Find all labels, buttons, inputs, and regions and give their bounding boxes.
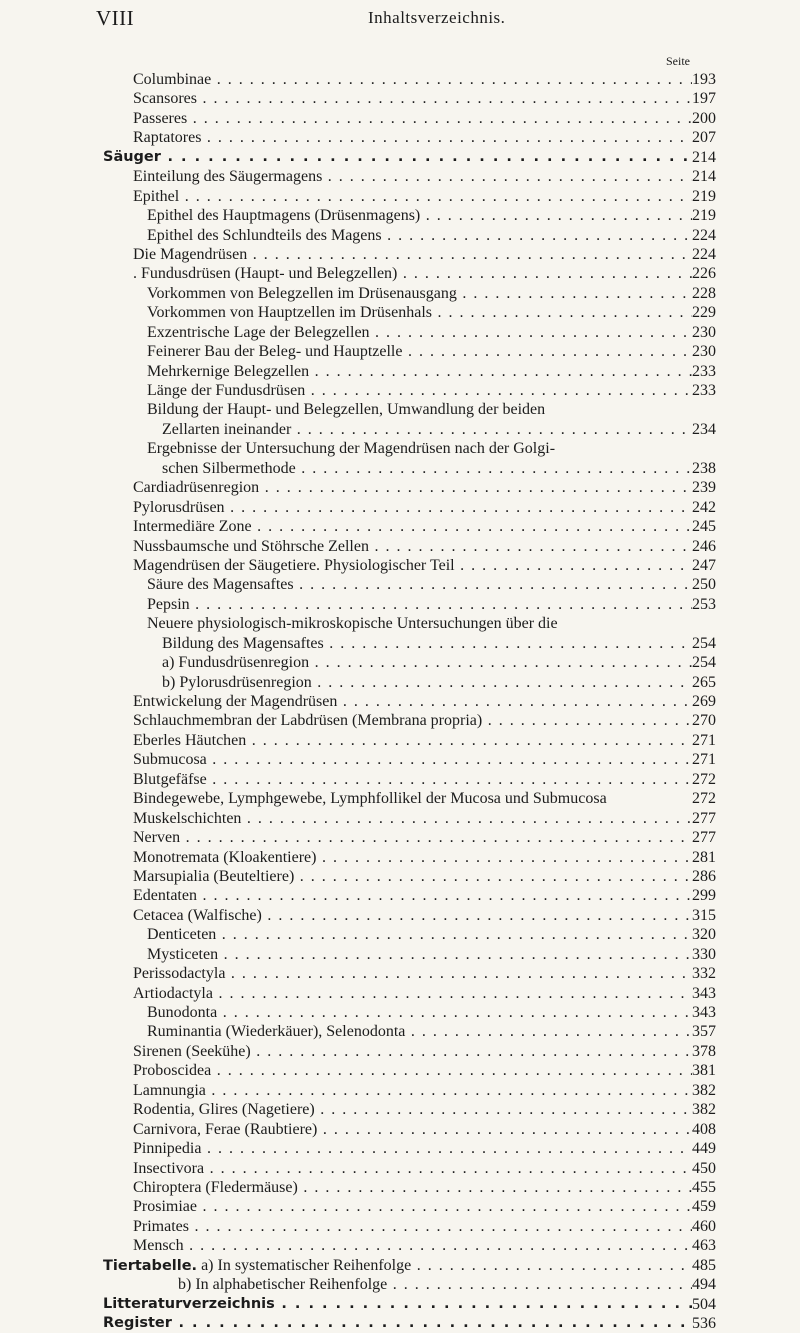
toc-entry [0,362,800,381]
toc-page-number: 343 [692,1004,716,1021]
toc-entry-title: Carnivora, Ferae (Raubtiere) . . . [133,1120,692,1139]
toc-page-number: 277 [692,809,716,827]
toc-page-number: 332 [692,965,716,983]
toc-entry-title: Neuere physiologisch-mikroskopische Untersuchungen über die [147,615,558,633]
toc-entry [0,595,800,614]
toc-entry-title: Proboscidea . . . [133,1061,692,1080]
toc-page-number: 246 [692,537,716,555]
toc-page-number: 459 [692,1198,716,1216]
toc-entry [0,1022,800,1041]
toc-page-number: 219 [692,187,716,205]
toc-page-number: 239 [692,479,716,497]
table-of-contents [0,70,800,1333]
toc-page-number: 228 [692,284,716,302]
toc-entry-title: Sirenen (Seekühe) . . . [133,1042,692,1061]
toc-entry [0,692,800,711]
toc-entry-title: schen Silbermethode . . . [162,459,692,478]
toc-page-number: 247 [692,556,716,574]
toc-entry [0,517,800,536]
toc-entry [0,109,800,128]
toc-entry-title: Eberles Häutchen . . . [133,731,692,750]
toc-page-number: 357 [692,1023,716,1041]
page-number: VIII [96,6,135,30]
toc-page-number: 272 [692,790,716,808]
toc-entry-title: Mysticeten . . . [147,945,692,964]
toc-page-number: 536 [692,1315,716,1332]
toc-page-number: 272 [692,770,716,788]
toc-entry [0,1295,800,1314]
toc-entry [0,984,800,1003]
toc-entry [0,634,800,653]
toc-page-number: 299 [692,887,716,905]
toc-entry-title: Bindegewebe, Lymphgewebe, Lymphfollikel der Mucosa und Submucosa [133,790,607,808]
toc-entry-title: Ergebnisse der Untersuchung der Magendrüsen nach der Golgi- [147,440,556,458]
toc-entry-title: Bildung der Haupt- und Belegzellen, Umwandlung der beiden [147,401,546,419]
toc-entry-title: Insectivora . . . [133,1159,692,1178]
toc-entry-title: Perissodactyla . . . [133,964,692,983]
toc-page-number: 382 [692,1081,716,1099]
toc-entry-title: Rodentia, Glires (Nagetiere) . . . [133,1100,692,1119]
toc-entry-title: b) Pylorusdrüsenregion . . . [162,673,692,692]
toc-entry [0,1042,800,1061]
toc-entry [0,886,800,905]
toc-page-number: 238 [692,459,716,477]
toc-entry [0,264,800,283]
toc-page-number: 265 [692,673,716,691]
page-header [96,6,702,36]
toc-page-number: 253 [692,595,716,613]
toc-entry [0,828,800,847]
toc-entry-title: Raptatores . . . [133,128,692,147]
toc-entry [0,381,800,400]
toc-entry [0,342,800,361]
toc-page-number: 315 [692,906,716,924]
toc-page-number: 463 [692,1237,716,1255]
toc-entry-title: Pylorusdrüsen . . . [133,498,692,517]
toc-entry-title: Intermediäre Zone . . . [133,517,692,536]
toc-entry [0,1003,800,1022]
toc-page-number: 330 [692,945,716,963]
toc-entry [0,323,800,342]
toc-entry-title: Marsupialia (Beuteltiere) . . . [133,867,692,886]
toc-entry [0,284,800,303]
toc-entry [0,226,800,245]
toc-page-number: 271 [692,751,716,769]
toc-entry [0,964,800,983]
toc-page-number: 233 [692,382,716,399]
toc-page-number: 229 [692,304,716,322]
toc-entry-title: Columbinae . . . [133,70,692,89]
toc-page-number: 242 [692,498,716,516]
toc-entry [0,478,800,497]
toc-entry-title: Zellarten ineinander . . . [162,420,692,439]
toc-page-number: 250 [692,576,716,594]
toc-page-number: 270 [692,712,716,730]
toc-entry-title: Säure des Magensaftes . . . [147,575,692,594]
toc-page-number: 378 [692,1042,716,1060]
toc-entry-title: Vorkommen von Belegzellen im Drüsenausgang . . . [147,284,692,303]
toc-entry-title: Epithel des Schlundteils des Magens . . . [147,226,692,245]
toc-entry [0,867,800,886]
toc-entry-title: Länge der Fundusdrüsen . . . [147,381,692,400]
toc-page-number: 200 [692,109,716,127]
toc-entry-title: Monotremata (Kloakentiere) . . . [133,848,692,867]
toc-page-number: 226 [692,265,716,283]
toc-entry [0,303,800,322]
toc-entry [0,148,800,167]
toc-entry-title: Mehrkernige Belegzellen . . . [147,362,692,381]
toc-entry [0,1159,800,1178]
toc-entry [0,809,800,828]
toc-entry [0,439,800,458]
toc-entry-title: Pepsin . . . [147,595,692,614]
toc-entry-title: a) Fundusdrüsenregion . . . [162,653,692,672]
toc-entry-title: b) In alphabetischer Reihenfolge . . . [178,1275,692,1294]
toc-page-number: 450 [692,1159,716,1177]
toc-entry-title: Denticeten . . . [147,925,692,944]
toc-entry-title: Lamnungia . . . [133,1081,692,1100]
toc-entry [0,167,800,186]
toc-entry-title: Primates . . . [133,1217,692,1236]
toc-page-number: 343 [692,984,716,1002]
toc-entry-title: Ruminantia (Wiederkäuer), Selenodonta . . . [147,1022,692,1041]
toc-entry [0,187,800,206]
toc-page-number: 455 [692,1178,716,1196]
toc-entry [0,206,800,225]
toc-entry [0,1217,800,1236]
toc-page-number: 408 [692,1120,716,1138]
toc-page-number: 449 [692,1140,716,1158]
toc-entry-title: Artiodactyla . . . [133,984,692,1003]
toc-entry [0,1081,800,1100]
toc-page-number: 230 [692,343,716,361]
toc-page-number: 234 [692,420,716,438]
toc-entry-title: Bunodonta . . . [147,1003,692,1022]
toc-entry [0,556,800,575]
toc-entry [0,848,800,867]
toc-entry-title: Passeres . . . [133,109,692,128]
toc-entry-title: Tiertabelle. a) In systematischer Reihenfolge . . . [103,1256,692,1276]
toc-page-number: 219 [692,207,716,225]
toc-entry [0,711,800,730]
toc-page-number: 382 [692,1101,716,1119]
toc-entry-title: Säuger . . . [103,148,692,167]
toc-page-number: 233 [692,362,716,380]
toc-entry [0,750,800,769]
toc-entry [0,1100,800,1119]
toc-entry [0,673,800,692]
toc-entry [0,906,800,925]
toc-entry [0,614,800,633]
toc-entry-title: Die Magendrüsen . . . [133,245,692,264]
toc-entry-title: Edentaten . . . [133,886,692,905]
toc-page-number: 224 [692,226,716,244]
toc-entry-title: Register . . . [103,1314,692,1333]
toc-entry-title: Nerven . . . [133,828,692,847]
toc-entry-title: Bildung des Magensaftes . . . [162,634,692,653]
toc-page-number: 281 [692,848,716,866]
toc-entry [0,420,800,439]
toc-entry [0,498,800,517]
toc-entry [0,400,800,419]
toc-page-number: 269 [692,693,716,710]
toc-page-number: 271 [692,731,716,749]
toc-entry-title: Litteraturverzeichnis . . . [103,1295,692,1314]
toc-entry-title: Epithel des Hauptmagens (Drüsenmagens) . . . [147,206,692,225]
toc-entry [0,945,800,964]
toc-entry-title: . Fundusdrüsen (Haupt- und Belegzellen) . . . [133,264,692,283]
page-column-label: Seite [666,54,690,68]
toc-entry [0,1236,800,1255]
toc-entry-title: Einteilung des Säugermagens . . . [133,167,692,186]
toc-page-number: 277 [692,829,716,847]
toc-entry-title: Cardiadrüsenregion . . . [133,478,692,497]
toc-page-number: 381 [692,1062,716,1080]
toc-entry-title: Schlauchmembran der Labdrüsen (Membrana propria) . . . [133,711,692,730]
toc-page-number: 286 [692,867,716,885]
toc-entry [0,770,800,789]
toc-entry-title: Scansores . . . [133,89,692,108]
toc-page-number: 460 [692,1217,716,1235]
toc-page-number: 197 [692,90,716,108]
toc-entry-title: Submucosa . . . [133,750,692,769]
toc-entry [0,459,800,478]
toc-entry [0,89,800,108]
toc-entry [0,1061,800,1080]
toc-entry [0,70,800,89]
toc-page-number: 485 [692,1256,716,1274]
toc-entry-title: Mensch . . . [133,1236,692,1255]
toc-entry-title: Blutgefäfse . . . [133,770,692,789]
toc-entry [0,1120,800,1139]
toc-entry [0,1139,800,1158]
toc-entry-title: Vorkommen von Hauptzellen im Drüsenhals . . . [147,303,692,322]
toc-page-number: 254 [692,654,716,672]
toc-entry-title: Entwickelung der Magendrüsen . . . [133,692,692,711]
toc-entry-title: Muskelschichten . . . [133,809,692,828]
toc-page-number: 224 [692,245,716,263]
toc-entry-title: Cetacea (Walfische) . . . [133,906,692,925]
toc-page-number: 207 [692,129,716,147]
toc-entry [0,1256,800,1275]
toc-entry [0,789,800,808]
toc-entry-title: Pinnipedia . . . [133,1139,692,1158]
toc-page-number: 193 [692,71,716,88]
toc-page-number: 504 [692,1295,716,1313]
toc-entry [0,925,800,944]
toc-entry-title: Nussbaumsche und Stöhrsche Zellen . . . [133,537,692,556]
toc-page-number: 254 [692,634,716,652]
toc-entry [0,128,800,147]
toc-page-number: 320 [692,926,716,944]
toc-page-number: 214 [692,148,716,166]
toc-entry-title: Exzentrische Lage der Belegzellen . . . [147,323,692,342]
toc-entry [0,575,800,594]
toc-entry [0,653,800,672]
toc-entry [0,537,800,556]
toc-entry [0,1178,800,1197]
toc-entry [0,1275,800,1294]
toc-entry [0,731,800,750]
toc-entry-title: Chiroptera (Fledermäuse) . . . [133,1178,692,1197]
toc-page-number: 230 [692,323,716,341]
toc-entry [0,1314,800,1333]
toc-entry-title: Prosimiae . . . [133,1197,692,1216]
toc-entry [0,245,800,264]
toc-page-number: 494 [692,1276,716,1294]
toc-page-number: 245 [692,518,716,536]
toc-entry-title: Magendrüsen der Säugetiere. Physiologischer Teil . . . [133,556,692,575]
toc-entry-title: Epithel . . . [133,187,692,206]
toc-entry [0,1197,800,1216]
toc-entry-title: Feinerer Bau der Beleg- und Hauptzelle . . . [147,342,692,361]
running-title: Inhaltsverzeichnis. [368,8,506,27]
toc-page-number: 214 [692,168,716,186]
